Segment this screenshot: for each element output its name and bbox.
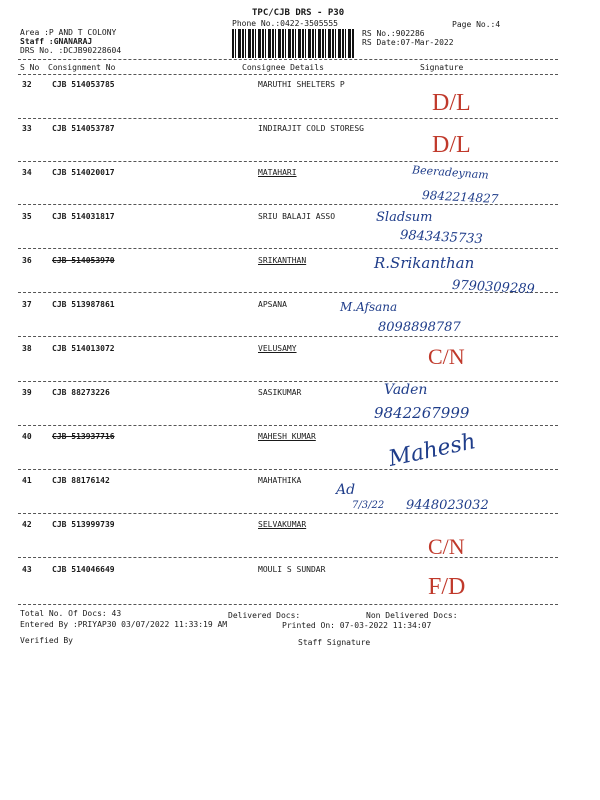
page-number: Page No.:4 — [452, 20, 501, 29]
table-row — [0, 256, 600, 268]
row-divider — [18, 118, 558, 119]
row-consignee: VELUSAMY — [258, 344, 297, 353]
signature-37-name: M.Afsana — [340, 300, 398, 314]
signature-37-phone: 8098898787 — [378, 320, 461, 335]
row-consignee: SASIKUMAR — [258, 388, 302, 397]
row-sno: 36 — [22, 256, 32, 265]
row-consignee: MAHATHIKA — [258, 476, 302, 485]
row-consignment: CJB 88176142 — [52, 476, 110, 485]
table-row — [0, 476, 600, 488]
row-consignment: CJB 514053970 — [52, 256, 115, 265]
row-sno: 39 — [22, 388, 32, 397]
column-consignee: Consignee Details — [242, 63, 324, 72]
table-row — [0, 388, 600, 400]
row-sno: 32 — [22, 80, 32, 89]
row-sno: 33 — [22, 124, 32, 133]
rs-date: RS Date:07-Mar-2022 — [362, 38, 454, 47]
table-row — [0, 432, 600, 444]
row-consignment: CJB 514020017 — [52, 168, 115, 177]
row-sno: 37 — [22, 300, 32, 309]
signature-35-phone: 9843435733 — [399, 227, 484, 248]
signature-41-date: 7/3/22 — [352, 500, 385, 511]
column-consignment: Consignment No — [48, 63, 116, 72]
row-consignee: SRIKANTHAN — [258, 256, 307, 265]
signature-32: D/L — [432, 90, 471, 116]
signature-42: C/N — [428, 534, 465, 559]
table-row — [0, 300, 600, 312]
non-delivered-docs: Non Delivered Docs: — [366, 611, 458, 620]
row-consignment: CJB 514013072 — [52, 344, 115, 353]
signature-35-name: Sladsum — [376, 210, 433, 225]
column-divider — [18, 74, 558, 75]
staff-label: Staff :GNANARAJ — [20, 37, 93, 46]
table-row — [0, 168, 600, 180]
row-consignment: CJB 514031817 — [52, 212, 115, 221]
printed-on: Printed On: 07-03-2022 11:34:07 — [282, 621, 432, 630]
row-divider — [18, 336, 558, 337]
signature-36-name: R.Srikanthan — [374, 254, 475, 272]
signature-41-phone: 9448023032 — [406, 498, 489, 513]
row-consignee: SRIU BALAJI ASSO — [258, 212, 336, 221]
row-divider — [18, 425, 558, 426]
verified-by: Verified By — [20, 636, 73, 645]
row-sno: 43 — [22, 565, 32, 574]
signature-38: C/N — [428, 344, 465, 369]
row-divider — [18, 513, 558, 514]
row-sno: 40 — [22, 432, 32, 441]
signature-33: D/L — [432, 132, 471, 158]
signature-40: Mahesh — [386, 429, 478, 472]
row-divider — [18, 381, 558, 382]
row-consignment: CJB 513937716 — [52, 432, 115, 441]
phone-number: Phone No.:0422-3505555 — [232, 19, 338, 28]
row-consignee: SELVAKUMAR — [258, 520, 307, 529]
signature-36-phone: 9790309289 — [451, 277, 536, 298]
delivered-docs: Delivered Docs: — [228, 611, 301, 620]
total-docs: Total No. Of Docs: 43 — [20, 609, 122, 618]
table-row — [0, 344, 600, 356]
staff-signature: Staff Signature — [298, 638, 371, 647]
row-divider — [18, 248, 558, 249]
row-sno: 38 — [22, 344, 32, 353]
row-consignee: MAHESH KUMAR — [258, 432, 316, 441]
table-row — [0, 212, 600, 224]
table-row — [0, 565, 600, 577]
row-consignment: CJB 514046649 — [52, 565, 115, 574]
header-divider — [18, 59, 558, 60]
area-label: Area :P AND T COLONY — [20, 28, 117, 37]
row-divider — [18, 604, 558, 605]
document-title: TPC/CJB DRS - P30 — [252, 8, 345, 18]
row-consignment: CJB 513987861 — [52, 300, 115, 309]
row-sno: 34 — [22, 168, 32, 177]
drs-number: DRS No. :DCJB90228604 — [20, 46, 122, 55]
signature-34-phone: 9842214827 — [421, 188, 499, 206]
signature-39-phone: 9842267999 — [374, 404, 470, 422]
row-consignment: CJB 514053785 — [52, 80, 115, 89]
table-row — [0, 124, 600, 136]
row-divider — [18, 557, 558, 558]
row-divider — [18, 469, 558, 470]
row-consignment: CJB 514053787 — [52, 124, 115, 133]
column-signature: Signature — [420, 63, 464, 72]
row-sno: 41 — [22, 476, 32, 485]
signature-39-name: Vaden — [384, 382, 428, 398]
rs-number: RS No.:902286 — [362, 29, 425, 38]
row-consignee: INDIRAJIT COLD STORESG — [258, 124, 364, 133]
signature-43: F/D — [428, 574, 466, 600]
row-consignee: MATAHARI — [258, 168, 297, 177]
row-divider — [18, 161, 558, 162]
row-consignment: CJB 88273226 — [52, 388, 110, 397]
row-consignee: APSANA — [258, 300, 287, 309]
row-consignment: CJB 513999739 — [52, 520, 115, 529]
signature-41-name: Ad — [336, 482, 356, 498]
row-consignee: MOULI S SUNDAR — [258, 565, 326, 574]
row-sno: 35 — [22, 212, 32, 221]
table-row — [0, 80, 600, 92]
barcode — [232, 29, 354, 58]
signature-34-name: Beeradeynam — [411, 163, 490, 182]
table-row — [0, 520, 600, 532]
row-sno: 42 — [22, 520, 32, 529]
column-sno: S No — [20, 63, 40, 72]
row-consignee: MARUTHI SHELTERS P — [258, 80, 345, 89]
entered-by: Entered By :PRIYAP30 03/07/2022 11:33:19 AM — [20, 620, 228, 629]
